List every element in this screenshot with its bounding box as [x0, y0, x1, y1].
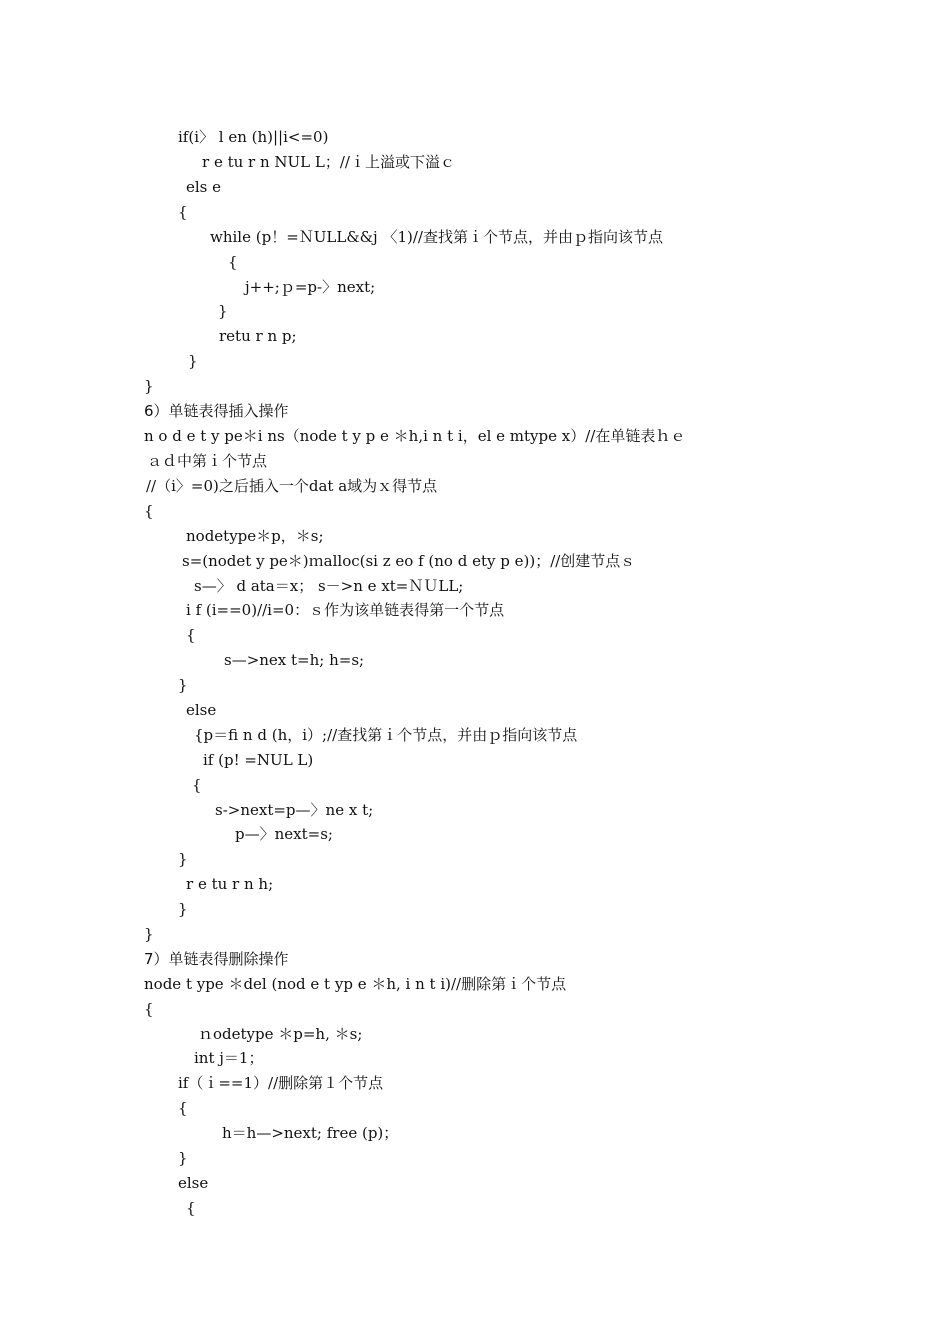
code-line: j++;ｐ=p-〉next; [245, 278, 376, 296]
code-line: if(i〉 l en (h)||i<=0) [178, 128, 329, 146]
code-line: r e tu r n h; [186, 875, 274, 893]
code-line: els e [186, 178, 222, 196]
code-line: node t ype ＊del (nod e t yp e ＊h, i n t i)//删除第ｉ个节点 [144, 975, 567, 993]
code-line: s—>nex t=h; h=s; [224, 651, 365, 669]
code-line: ａｄ中第ｉ个节点 [147, 452, 268, 470]
code-line: { [178, 203, 188, 221]
code-line: i f (i==0)//i=0：ｓ作为该单链表得第一个节点 [186, 601, 505, 619]
code-line: { [186, 1199, 196, 1217]
code-line: } [218, 302, 228, 320]
code-line: } [144, 925, 154, 943]
code-line: r e tu r n NUL L；//ｉ上溢或下溢ｃ [202, 153, 455, 171]
code-line: h＝h—>next; free (p)； [222, 1124, 399, 1142]
code-line: {p＝fi n d (h，i）;//查找第ｉ个节点，并由ｐ指向该节点 [194, 726, 578, 744]
section-heading-delete: 7）单链表得删除操作 [144, 950, 289, 968]
code-line: int j＝1； [194, 1049, 264, 1067]
code-line: { [192, 776, 202, 794]
code-line: s=(nodet y pe＊)ｍalloc(si z eo f (no d ety p e))；//创建节点ｓ [182, 552, 636, 570]
section-heading-insert: 6）单链表得插入操作 [144, 402, 289, 420]
code-line: else [186, 701, 217, 719]
code-line: } [144, 377, 154, 395]
code-line: { [186, 626, 196, 644]
code-line: n o d e t y pe＊i ns（node t y p e ＊h,i n t i，el e mtype x）//在单链表ｈｅ [144, 427, 686, 445]
code-line: ｎodetype ＊p=h, ＊s; [198, 1025, 363, 1043]
code-line: retu r n p; [219, 327, 297, 345]
code-line: } [178, 900, 188, 918]
code-line: } [178, 850, 188, 868]
code-line: } [188, 352, 198, 370]
code-line: { [228, 253, 238, 271]
code-line: { [178, 1099, 188, 1117]
code-line: nodetype＊p，＊s; [186, 527, 324, 545]
code-line: if（ｉ==1）//删除第１个节点 [178, 1074, 384, 1092]
code-line: //（i〉=0)之后插入一个dat a域为ｘ得节点 [146, 477, 438, 495]
code-line: } [178, 676, 188, 694]
code-line: } [178, 1149, 188, 1167]
code-line: while (p！=ＮULL&&j 〈1)//查找第ｉ个节点，并由ｐ指向该节点 [210, 228, 663, 246]
code-line: s—〉 d ata＝x； s－>n e xt=ＮＵLL; [194, 577, 464, 595]
code-line: p—〉next=s; [235, 825, 333, 843]
code-line: { [144, 502, 154, 520]
code-line: if (p! =NUL L) [203, 751, 314, 769]
code-line: else [178, 1174, 209, 1192]
code-line: { [144, 1000, 154, 1018]
code-line: s->next=p—〉ne x t; [215, 801, 374, 819]
